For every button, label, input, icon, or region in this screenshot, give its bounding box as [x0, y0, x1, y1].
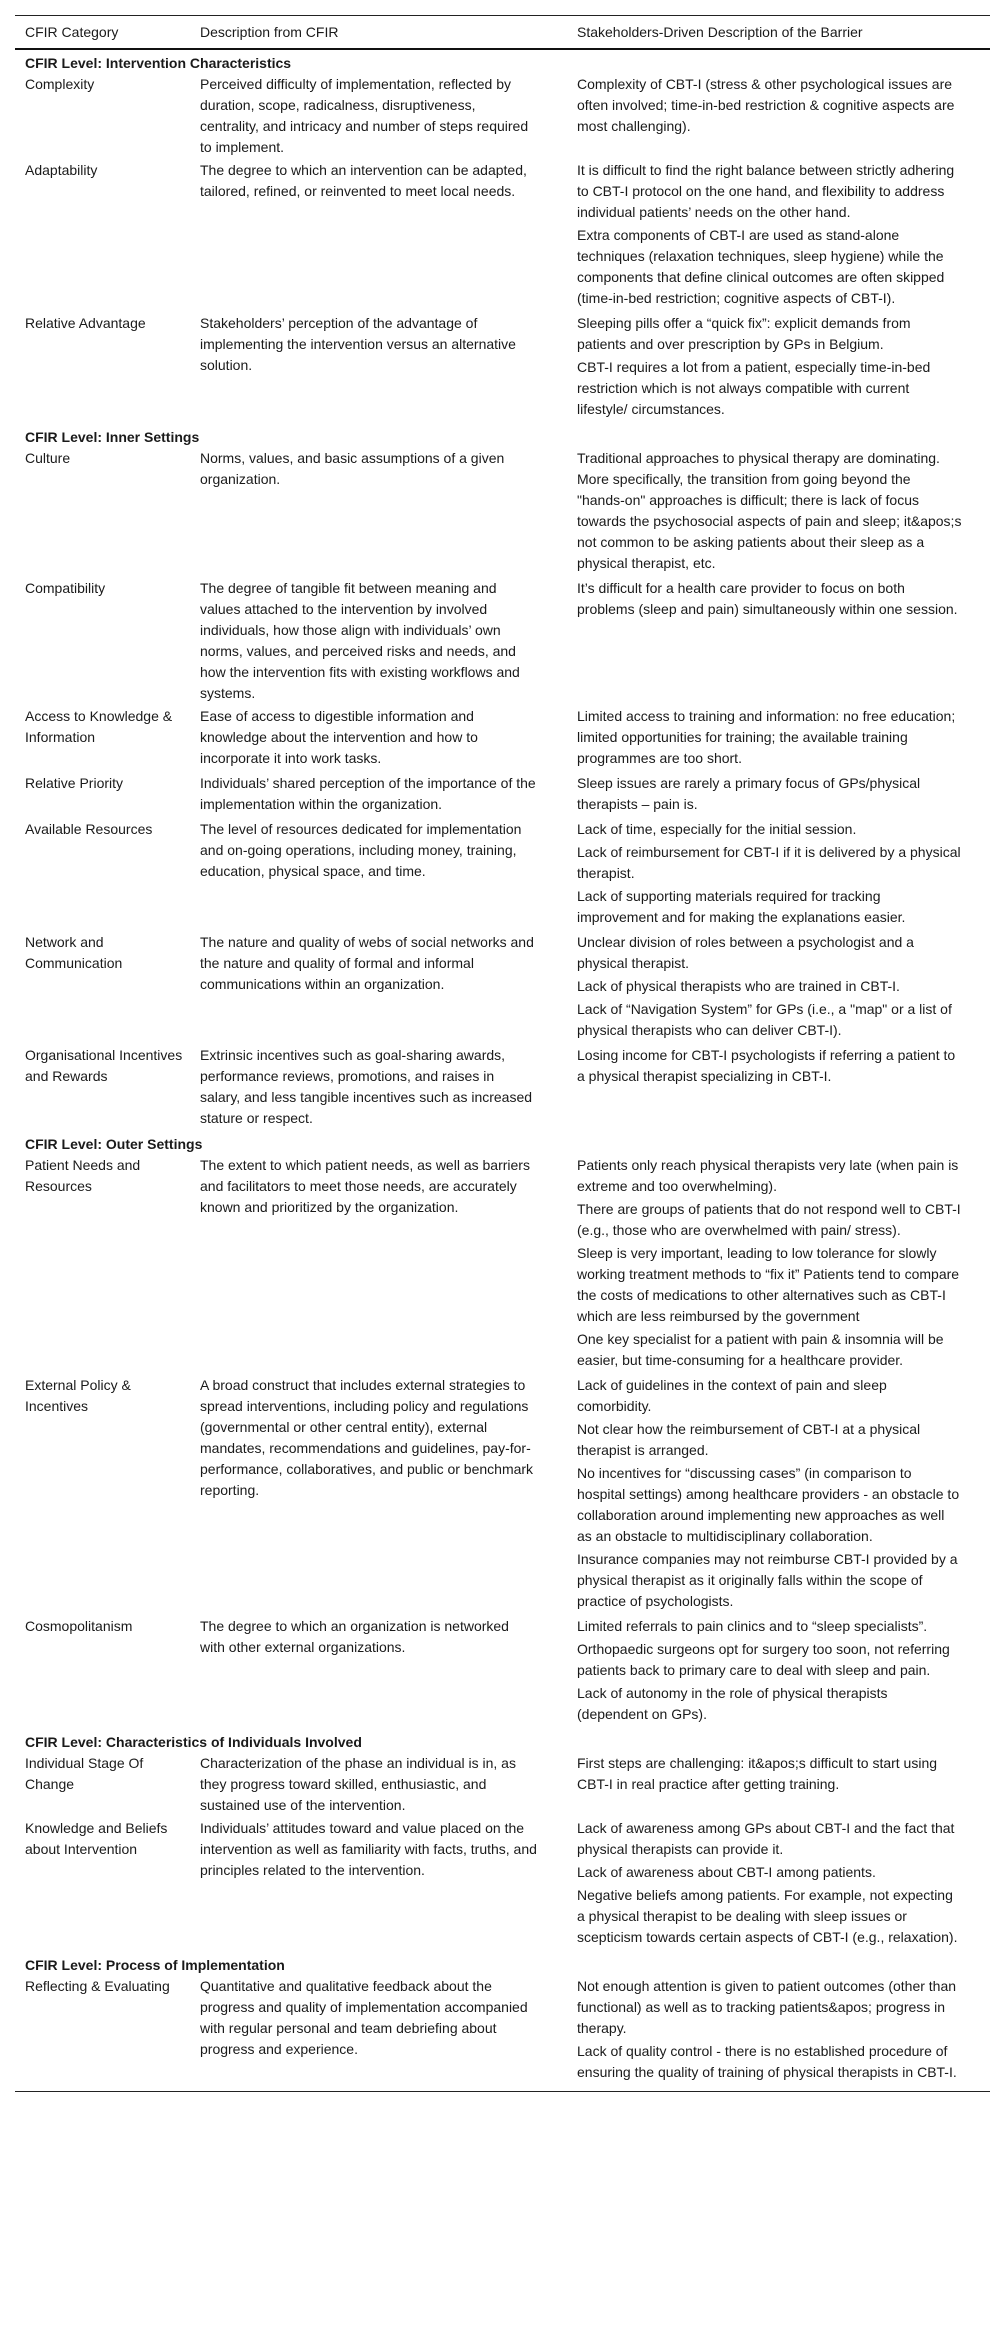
- cfir-description-cell: Perceived difficulty of implementation, reflected by duration, scope, radicalness, disruptiveness, centrality, and intricacy and number of steps required to implement.: [200, 76, 529, 155]
- barrier-description-cell: [567, 1818, 990, 1952]
- barrier-description-cell: [567, 819, 990, 932]
- barrier-item: Lack of guidelines in the context of pain and sleep comorbidity.: [577, 1377, 887, 1414]
- cfir-description-cell: The degree of tangible fit between meaning and values attached to the intervention by involved individuals, how those align with individuals’ own norms, values, and perceived risks and needs, and how the intervention fits with existing workflows and systems.: [200, 580, 520, 701]
- table-row: [15, 932, 990, 1045]
- section-header-row: [15, 1952, 990, 1976]
- section-header-row: [15, 424, 990, 448]
- barrier-item: It is difficult to find the right balance between strictly adhering to CBT-I protocol on the one hand, and flexibility to address individual patients’ needs on the other hand.: [577, 162, 955, 220]
- cfir-description-cell: Quantitative and qualitative feedback about the progress and quality of implementation accompanied with regular personal and team debriefing about progress and experience.: [200, 1978, 528, 2057]
- cfir-description-cell: The degree to which an organization is networked with other external organizations.: [200, 1618, 509, 1655]
- barrier-description-cell: [567, 1753, 990, 1818]
- cfir-description-cell: Characterization of the phase an individual is in, as they progress toward skilled, enthusiastic, and sustained use of the intervention.: [200, 1755, 516, 1813]
- cfir-category-cell: Patient Needs and Resources: [25, 1157, 141, 1194]
- table-header: [15, 16, 990, 50]
- cfir-barriers-table-container: [15, 15, 990, 2092]
- barrier-item: Sleeping pills offer a “quick fix”: explicit demands from patients and over prescription by GPs in Belgium.: [577, 315, 911, 352]
- barrier-item: Not enough attention is given to patient outcomes (other than functional) as well as to tracking patients&apos; progress in therapy.: [577, 1978, 957, 2036]
- section-title: CFIR Level: Characteristics of Individuals Involved: [25, 1734, 362, 1750]
- table-body: [15, 49, 990, 2092]
- cfir-category-cell: Adaptability: [25, 162, 98, 178]
- cfir-description-cell: Norms, values, and basic assumptions of a given organization.: [200, 450, 505, 487]
- header-barrier-description: Stakeholders-Driven Description of the Barrier: [567, 16, 990, 50]
- cfir-description-cell: The degree to which an intervention can be adapted, tailored, refined, or reinvented to meet local needs.: [200, 162, 527, 199]
- cfir-category-cell: External Policy & Incentives: [25, 1377, 131, 1414]
- barrier-item: Orthopaedic surgeons opt for surgery too soon, not referring patients back to primary care to deal with sleep and pain.: [577, 1641, 950, 1678]
- table-row: [15, 1045, 990, 1131]
- barrier-item: Sleep is very important, leading to low tolerance for slowly working treatment methods to “fix it” Patients tend to compare the costs of medications to other alternatives such as CBT-I which are less reimbursed by the government: [577, 1245, 960, 1324]
- cfir-category-cell: Culture: [25, 450, 71, 466]
- barrier-description-cell: [567, 578, 990, 706]
- table-row: [15, 313, 990, 424]
- barrier-item: Lack of “Navigation System” for GPs (i.e., a "map" or a list of physical therapists who can deliver CBT-I).: [577, 1001, 952, 1038]
- table-row: [15, 1818, 990, 1952]
- barrier-item: Patients only reach physical therapists very late (when pain is extreme and too overwhelming).: [577, 1157, 959, 1194]
- cfir-category-cell: Knowledge and Beliefs about Intervention: [25, 1820, 168, 1857]
- barrier-item: Lack of supporting materials required for tracking improvement and for making the explanations easier.: [577, 888, 906, 925]
- barrier-item: Traditional approaches to physical therapy are dominating. More specifically, the transition from going beyond the "hands-on" approaches is difficult; there is lack of focus towards the psychosocial aspects of pain and sleep; it&apos;s not common to be asking patients about their sleep as a physical therapist, etc.: [577, 450, 962, 571]
- table-row: [15, 578, 990, 706]
- cfir-barriers-table: [15, 15, 990, 2092]
- barrier-item: Not clear how the reimbursement of CBT-I at a physical therapist is arranged.: [577, 1421, 921, 1458]
- cfir-description-cell: Extrinsic incentives such as goal-sharing awards, performance reviews, promotions, and raises in salary, and less tangible incentives such as increased stature or respect.: [200, 1047, 533, 1126]
- cfir-category-cell: Individual Stage Of Change: [25, 1755, 144, 1792]
- barrier-item: Lack of awareness among GPs about CBT-I and the fact that physical therapists can provide it.: [577, 1820, 955, 1857]
- barrier-item: Losing income for CBT-I psychologists if referring a patient to a physical therapist specializing in CBT-I.: [577, 1047, 956, 1084]
- barrier-description-cell: [567, 74, 990, 160]
- cfir-description-cell: The extent to which patient needs, as well as barriers and facilitators to meet those needs, are accurately known and prioritized by the organization.: [200, 1157, 530, 1215]
- barrier-item: Lack of autonomy in the role of physical therapists (dependent on GPs).: [577, 1685, 888, 1722]
- cfir-category-cell: Network and Communication: [25, 934, 123, 971]
- barrier-description-cell: [567, 1976, 990, 2092]
- table-row: [15, 1155, 990, 1375]
- barrier-item: Limited referrals to pain clinics and to “sleep specialists”.: [577, 1618, 928, 1634]
- barrier-item: Lack of awareness about CBT-I among patients.: [577, 1864, 876, 1880]
- barrier-item: Lack of quality control - there is no established procedure of ensuring the quality of training of physical therapists in CBT-I.: [577, 2043, 957, 2080]
- section-header-row: [15, 49, 990, 74]
- section-title: CFIR Level: Intervention Characteristics: [25, 55, 292, 71]
- section-title: CFIR Level: Process of Implementation: [25, 1957, 285, 1973]
- barrier-item: First steps are challenging: it&apos;s difficult to start using CBT-I in real practice after getting training.: [577, 1755, 938, 1792]
- barrier-description-cell: [567, 448, 990, 578]
- cfir-description-cell: Ease of access to digestible information and knowledge about the intervention and how to incorporate it into work tasks.: [200, 708, 478, 766]
- cfir-description-cell: The nature and quality of webs of social networks and the nature and quality of formal and informal communications within an organization.: [200, 934, 534, 992]
- table-row: [15, 1753, 990, 1818]
- cfir-category-cell: Relative Advantage: [25, 315, 146, 331]
- barrier-item: Extra components of CBT-I are used as stand-alone techniques (relaxation techniques, sleep hygiene) while the components that define clinical outcomes are often skipped (time-in-bed restriction; cognitive aspects of CBT-I).: [577, 227, 945, 306]
- table-row: [15, 819, 990, 932]
- table-row: [15, 706, 990, 773]
- header-description: Description from CFIR: [190, 16, 567, 50]
- cfir-description-cell: Stakeholders’ perception of the advantage of implementing the intervention versus an alternative solution.: [200, 315, 516, 373]
- section-title: CFIR Level: Inner Settings: [25, 429, 200, 445]
- cfir-description-cell: A broad construct that includes external strategies to spread interventions, including policy and regulations (governmental or other central entity), external mandates, recommendations and guidelines, pay-for-performance, collaboratives, and public or benchmark reporting.: [200, 1377, 534, 1498]
- barrier-description-cell: [567, 313, 990, 424]
- table-row: [15, 1616, 990, 1729]
- barrier-description-cell: [567, 773, 990, 819]
- cfir-category-cell: Available Resources: [25, 821, 153, 837]
- cfir-description-cell: The level of resources dedicated for implementation and on-going operations, including money, training, education, physical space, and time.: [200, 821, 522, 879]
- cfir-category-cell: Complexity: [25, 76, 95, 92]
- section-header-row: [15, 1131, 990, 1155]
- barrier-description-cell: [567, 706, 990, 773]
- barrier-description-cell: [567, 1616, 990, 1729]
- cfir-category-cell: Reflecting & Evaluating: [25, 1978, 170, 1994]
- table-row: [15, 773, 990, 819]
- barrier-item: Sleep issues are rarely a primary focus of GPs/physical therapists – pain is.: [577, 775, 921, 812]
- cfir-category-cell: Relative Priority: [25, 775, 124, 791]
- barrier-description-cell: [567, 1045, 990, 1131]
- cfir-category-cell: Compatibility: [25, 580, 106, 596]
- barrier-description-cell: [567, 160, 990, 313]
- barrier-item: Limited access to training and information: no free education; limited opportunities for training; the available training programmes are too short.: [577, 708, 956, 766]
- header-row: [15, 16, 990, 50]
- cfir-description-cell: Individuals’ shared perception of the importance of the implementation within the organization.: [200, 775, 536, 812]
- barrier-description-cell: [567, 1155, 990, 1375]
- barrier-description-cell: [567, 932, 990, 1045]
- barrier-item: There are groups of patients that do not respond well to CBT-I (e.g., those who are overwhelmed with pain/ stress).: [577, 1201, 961, 1238]
- cfir-category-cell: Cosmopolitanism: [25, 1618, 133, 1634]
- barrier-item: Lack of time, especially for the initial session.: [577, 821, 857, 837]
- barrier-description-cell: [567, 1375, 990, 1616]
- table-row: [15, 448, 990, 578]
- cfir-description-cell: Individuals’ attitudes toward and value placed on the intervention as well as familiarity with facts, truths, and principles related to the intervention.: [200, 1820, 537, 1878]
- barrier-item: Insurance companies may not reimburse CBT-I provided by a physical therapist as it originally falls within the scope of practice of psychologists.: [577, 1551, 958, 1609]
- barrier-item: One key specialist for a patient with pain & insomnia will be easier, but time-consuming for a healthcare provider.: [577, 1331, 944, 1368]
- barrier-item: Unclear division of roles between a psychologist and a physical therapist.: [577, 934, 914, 971]
- table-row: [15, 160, 990, 313]
- barrier-item: CBT-I requires a lot from a patient, especially time-in-bed restriction which is not always compatible with current lifestyle/ circumstances.: [577, 359, 931, 417]
- table-row: [15, 1976, 990, 2092]
- table-row: [15, 74, 990, 160]
- header-cfir-category: CFIR Category: [15, 16, 190, 50]
- barrier-item: Lack of reimbursement for CBT-I if it is delivered by a physical therapist.: [577, 844, 961, 881]
- barrier-item: Negative beliefs among patients. For example, not expecting a physical therapist to be dealing with sleep issues or scepticism towards certain aspects of CBT-I (e.g., relaxation).: [577, 1887, 958, 1945]
- table-row: [15, 1375, 990, 1616]
- cfir-category-cell: Organisational Incentives and Rewards: [25, 1047, 183, 1084]
- barrier-item: No incentives for “discussing cases” (in comparison to hospital settings) among healthcare providers - an obstacle to collaboration around implementing new approaches as well as an obstacle to multidisciplinary collaboration.: [577, 1465, 960, 1544]
- barrier-item: It’s difficult for a health care provider to focus on both problems (sleep and pain) simultaneously within one session.: [577, 580, 958, 617]
- cfir-category-cell: Access to Knowledge & Information: [25, 708, 173, 745]
- section-title: CFIR Level: Outer Settings: [25, 1136, 203, 1152]
- barrier-item: Complexity of CBT-I (stress & other psychological issues are often involved; time-in-bed restriction & cognitive aspects are most challenging).: [577, 76, 955, 134]
- section-header-row: [15, 1729, 990, 1753]
- barrier-item: Lack of physical therapists who are trained in CBT-I.: [577, 978, 900, 994]
